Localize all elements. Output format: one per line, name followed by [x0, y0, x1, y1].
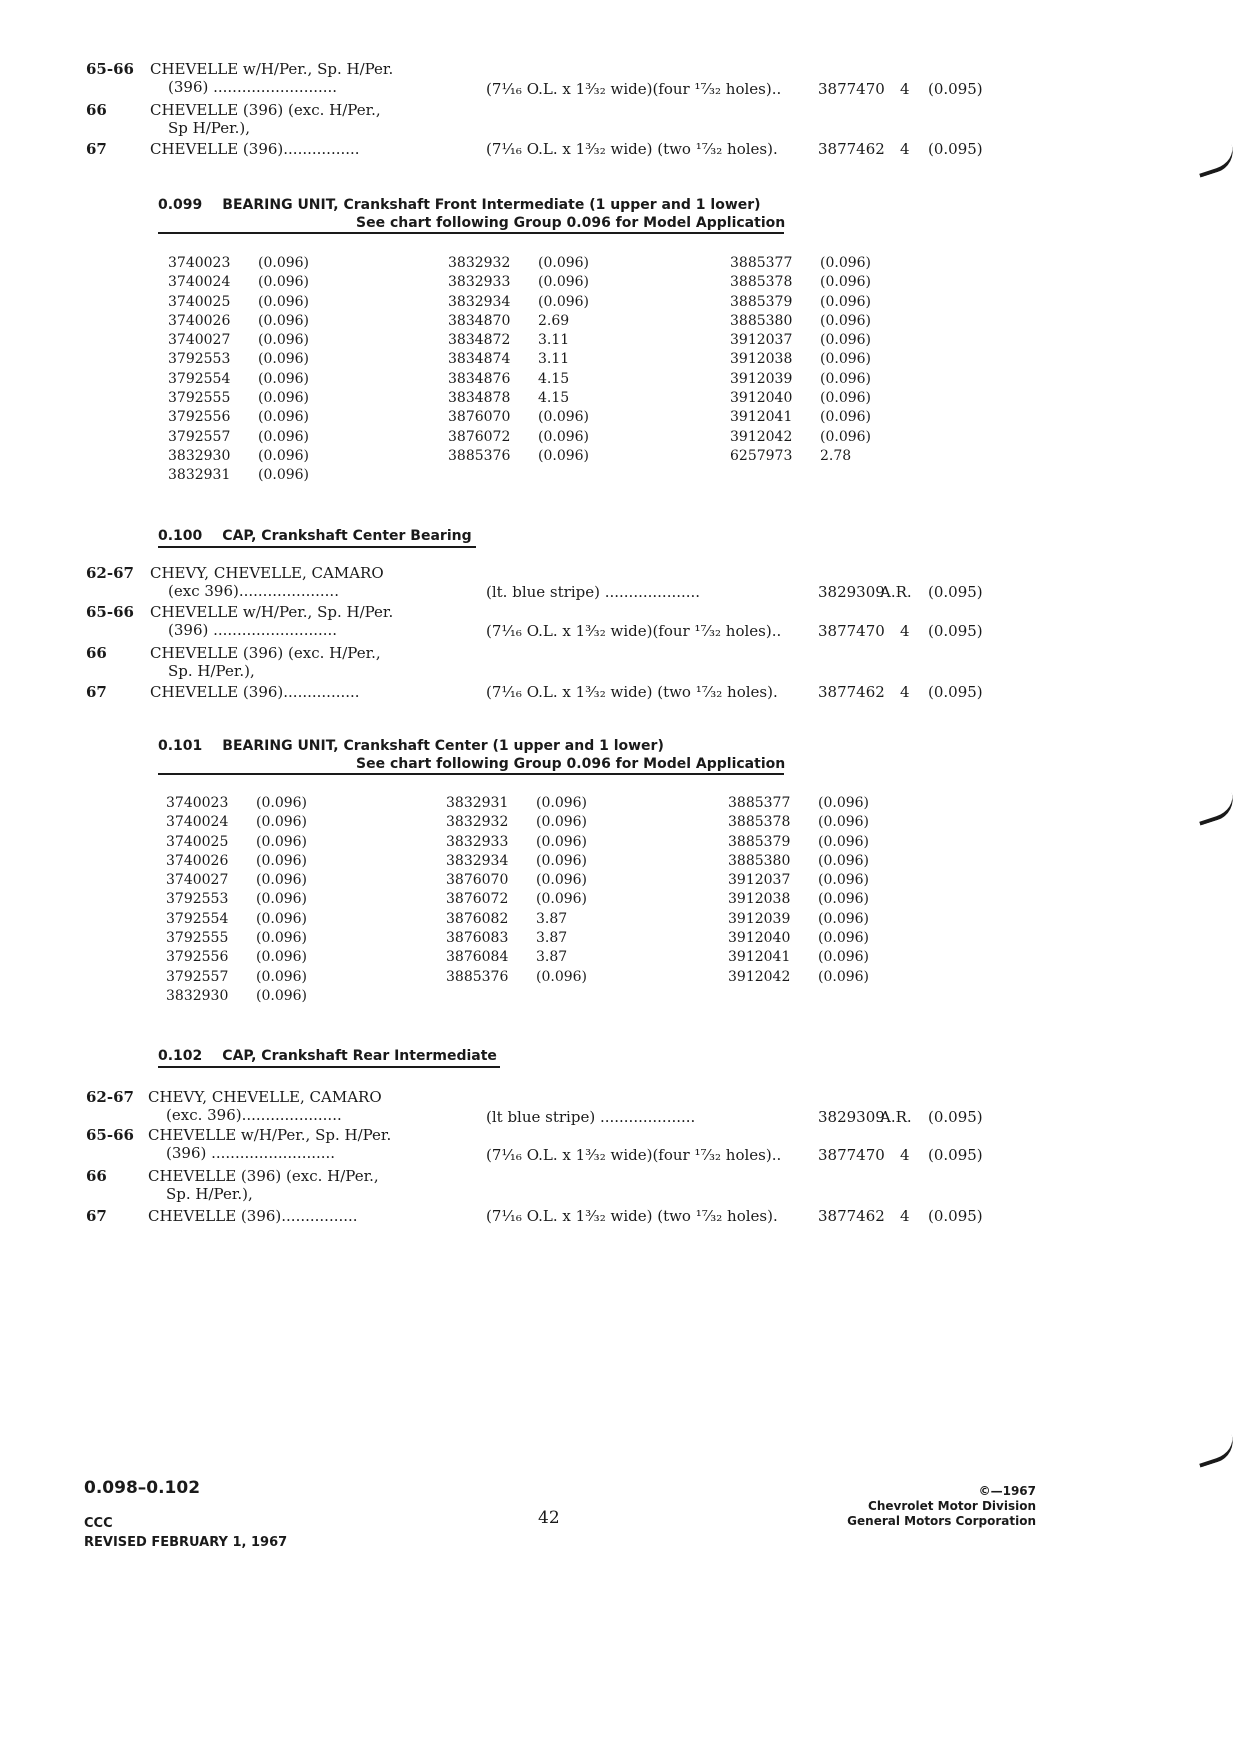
reference: (0.096) [818, 891, 870, 908]
reference: (0.096) [818, 795, 870, 811]
model-application: CHEVELLE (396) (exc. H/Per., Sp. H/Per.), [150, 644, 381, 680]
reference: (0.096) [258, 409, 310, 426]
reference: (0.096) [536, 814, 588, 831]
quantity: 4 [900, 1146, 910, 1164]
year-range: 65-66 [86, 603, 134, 621]
quantity: 4 [900, 80, 910, 98]
year-range: 62-67 [86, 1088, 134, 1106]
part-number: 3912041 [730, 409, 793, 426]
reference: (0.095) [928, 683, 983, 701]
year-range: 67 [86, 140, 107, 158]
part-number: 3832932 [448, 255, 511, 271]
reference: (0.096) [818, 814, 870, 831]
part-number: 3885378 [728, 814, 791, 831]
part-number: 3876072 [448, 428, 511, 445]
part-number: 3834872 [448, 332, 511, 349]
part-number: 3885377 [730, 255, 793, 271]
reference: (0.096) [818, 968, 870, 985]
footer-publisher [847, 1484, 1036, 1529]
part-number: 3834874 [448, 351, 511, 368]
part-number: 3792556 [168, 409, 231, 426]
part-number: 3912037 [728, 872, 791, 889]
year-range: 66 [86, 644, 107, 662]
part-number: 3876070 [448, 409, 511, 426]
reference: (0.096) [258, 370, 310, 387]
part-number: 3885379 [728, 833, 791, 850]
reference: (0.096) [536, 795, 588, 811]
part-number: 3876082 [446, 910, 509, 927]
reference: (0.096) [256, 891, 308, 908]
reference: (0.096) [536, 872, 588, 889]
reference: (0.096) [538, 274, 590, 291]
part-number: 3912039 [728, 910, 791, 927]
reference: (0.096) [818, 949, 870, 966]
reference: (0.096) [820, 255, 872, 271]
part-number: 3876072 [446, 891, 509, 908]
part-number: 3792554 [168, 370, 231, 387]
part-number: 3832932 [446, 814, 509, 831]
reference: (0.096) [258, 293, 310, 310]
part-number: 3832930 [168, 447, 231, 464]
reference: (0.096) [538, 447, 590, 464]
part-description: (lt. blue stripe) .................... [486, 583, 701, 601]
reference: (0.095) [928, 583, 983, 601]
reference: (0.096) [258, 332, 310, 349]
group-range: 0.098–0.102 [84, 1478, 201, 1498]
group-title: CAP, Crankshaft Center Bearing [222, 528, 472, 544]
part-number: 3829309 [818, 1108, 885, 1126]
part-number: 3740025 [168, 293, 231, 310]
chart-note: See chart following Group 0.096 for Model Application [356, 215, 786, 231]
reference: (0.095) [928, 80, 983, 98]
part-number: 3912037 [730, 332, 793, 349]
reference: (0.096) [820, 428, 872, 445]
part-number: 3834878 [448, 390, 511, 407]
catalog-code: CCC [84, 1516, 113, 1531]
reference: (0.096) [820, 390, 872, 407]
corporation-name: General Motors Corporation [847, 1514, 1036, 1528]
part-number: 3740027 [166, 872, 229, 889]
part-number: 3885380 [730, 312, 793, 329]
part-number: 3740026 [168, 312, 231, 329]
reference: (0.096) [538, 409, 590, 426]
binding-mark [1194, 144, 1239, 177]
part-number: 3885380 [728, 852, 791, 869]
reference: (0.096) [258, 255, 310, 271]
heading-rule [158, 232, 784, 234]
part-number: 3740024 [166, 814, 229, 831]
reference: (0.096) [258, 312, 310, 329]
reference: (0.095) [928, 140, 983, 158]
part-number: 3832933 [446, 833, 509, 850]
reference: (0.095) [928, 1207, 983, 1225]
part-number: 3792556 [166, 949, 229, 966]
part-number: 3877462 [818, 140, 885, 158]
reference: (0.096) [820, 274, 872, 291]
copyright: ©—1967 [978, 1484, 1036, 1498]
reference: (0.096) [820, 409, 872, 426]
chart-note: See chart following Group 0.096 for Model Application [356, 756, 786, 772]
model-application: CHEVY, CHEVELLE, CAMARO (exc 396)..................... [150, 564, 384, 600]
reference: (0.096) [818, 930, 870, 947]
part-number: 3912038 [728, 891, 791, 908]
part-description: (7⅟₁₆ O.L. x 1³⁄₃₂ wide) (two ¹⁷⁄₃₂ holes). [486, 140, 778, 158]
reference: (0.096) [256, 795, 308, 811]
section-heading [158, 737, 664, 755]
part-number: 3885378 [730, 274, 793, 291]
division-name: Chevrolet Motor Division [868, 1499, 1036, 1513]
quantity: 4 [900, 622, 910, 640]
part-number: 3877462 [818, 683, 885, 701]
heading-rule [158, 773, 784, 775]
reference: (0.096) [256, 852, 308, 869]
part-number: 3832933 [448, 274, 511, 291]
part-number: 3792553 [166, 891, 229, 908]
reference: (0.096) [818, 872, 870, 889]
part-number: 3792554 [166, 910, 229, 927]
model-application: CHEVELLE (396) (exc. H/Per., Sp. H/Per.), [148, 1167, 379, 1203]
reference: 2.78 [820, 447, 852, 464]
reference: 2.69 [538, 312, 570, 329]
group-number: 0.102 [158, 1048, 203, 1064]
part-number: 3877470 [818, 80, 885, 98]
reference: (0.096) [258, 351, 310, 368]
part-number: 3876084 [446, 949, 509, 966]
part-number: 3834876 [448, 370, 511, 387]
group-title: BEARING UNIT, Crankshaft Center (1 upper and 1 lower) [222, 738, 664, 754]
part-number: 3912042 [728, 968, 791, 985]
reference: 3.11 [538, 332, 570, 349]
reference: (0.096) [256, 987, 308, 1004]
binding-mark [1194, 1434, 1239, 1467]
heading-rule [158, 1066, 500, 1068]
year-range: 66 [86, 1167, 107, 1185]
part-number: 3792555 [166, 930, 229, 947]
part-number: 3792553 [168, 351, 231, 368]
group-number: 0.100 [158, 528, 203, 544]
reference: (0.096) [820, 332, 872, 349]
part-number: 3885376 [446, 968, 509, 985]
quantity: 4 [900, 683, 910, 701]
part-number: 3877470 [818, 622, 885, 640]
part-number: 3832934 [446, 852, 509, 869]
revision-date: REVISED FEBRUARY 1, 1967 [84, 1535, 288, 1550]
section-heading [158, 527, 472, 545]
section-heading [158, 1047, 497, 1065]
reference: 4.15 [538, 390, 570, 407]
reference: 3.87 [536, 949, 568, 966]
reference: (0.096) [256, 814, 308, 831]
quantity: 4 [900, 1207, 910, 1225]
reference: (0.096) [256, 968, 308, 985]
reference: (0.096) [258, 274, 310, 291]
reference: (0.096) [258, 447, 310, 464]
reference: (0.096) [820, 351, 872, 368]
reference: (0.096) [538, 255, 590, 271]
model-application: CHEVELLE (396)................ [148, 1207, 358, 1225]
model-application: CHEVELLE (396) (exc. H/Per., Sp H/Per.), [150, 101, 381, 137]
reference: (0.096) [818, 833, 870, 850]
reference: (0.096) [538, 293, 590, 310]
part-number: 3740026 [166, 852, 229, 869]
part-description: (7⅟₁₆ O.L. x 1³⁄₃₂ wide) (two ¹⁷⁄₃₂ holes). [486, 683, 778, 701]
part-number: 3912038 [730, 351, 793, 368]
reference: (0.095) [928, 622, 983, 640]
group-number: 0.099 [158, 197, 203, 213]
part-number: 3740024 [168, 274, 231, 291]
part-number: 3740023 [168, 255, 231, 271]
part-number: 3876070 [446, 872, 509, 889]
part-number: 3832931 [446, 795, 509, 811]
model-application: CHEVY, CHEVELLE, CAMARO (exc. 396)..................... [148, 1088, 382, 1124]
group-title: CAP, Crankshaft Rear Intermediate [222, 1048, 497, 1064]
heading-rule [158, 546, 476, 548]
model-application: CHEVELLE w/H/Per., Sp. H/Per. (396) .......................... [148, 1126, 392, 1162]
year-range: 67 [86, 1207, 107, 1225]
part-number: 3740027 [168, 332, 231, 349]
part-number: 3832931 [168, 467, 231, 484]
part-number: 3912041 [728, 949, 791, 966]
reference: (0.096) [820, 312, 872, 329]
part-description: (7⅟₁₆ O.L. x 1³⁄₃₂ wide)(four ¹⁷⁄₃₂ holes).. [486, 80, 782, 98]
part-description: (7⅟₁₆ O.L. x 1³⁄₃₂ wide) (two ¹⁷⁄₃₂ holes). [486, 1207, 778, 1225]
reference: (0.096) [258, 390, 310, 407]
part-number: 3912042 [730, 428, 793, 445]
group-title: BEARING UNIT, Crankshaft Front Intermediate (1 upper and 1 lower) [222, 197, 761, 213]
reference: (0.096) [256, 833, 308, 850]
part-number: 3832930 [166, 987, 229, 1004]
part-number: 3912039 [730, 370, 793, 387]
reference: (0.096) [536, 833, 588, 850]
reference: (0.096) [256, 949, 308, 966]
reference: 4.15 [538, 370, 570, 387]
reference: (0.096) [258, 428, 310, 445]
model-application: CHEVELLE (396)................ [150, 683, 360, 701]
part-number: 3829309 [818, 583, 885, 601]
year-range: 62-67 [86, 564, 134, 582]
part-number: 3834870 [448, 312, 511, 329]
part-number: 3832934 [448, 293, 511, 310]
reference: (0.096) [820, 293, 872, 310]
section-heading [158, 196, 761, 214]
group-number: 0.101 [158, 738, 203, 754]
part-number: 3792555 [168, 390, 231, 407]
part-number: 3885376 [448, 447, 511, 464]
reference: (0.096) [258, 467, 310, 484]
reference: (0.096) [536, 968, 588, 985]
model-application: CHEVELLE w/H/Per., Sp. H/Per. (396) .......................... [150, 603, 394, 639]
reference: (0.095) [928, 1146, 983, 1164]
footer-left [84, 1478, 287, 1550]
part-description: (7⅟₁₆ O.L. x 1³⁄₃₂ wide)(four ¹⁷⁄₃₂ holes).. [486, 622, 782, 640]
year-range: 66 [86, 101, 107, 119]
part-number: 3885377 [728, 795, 791, 811]
part-number: 3792557 [168, 428, 231, 445]
reference: (0.096) [538, 428, 590, 445]
page-number: 42 [538, 1508, 560, 1528]
part-number: 3740025 [166, 833, 229, 850]
reference: (0.095) [928, 1108, 983, 1126]
reference: (0.096) [256, 930, 308, 947]
part-number: 3876083 [446, 930, 509, 947]
model-application: CHEVELLE w/H/Per., Sp. H/Per. (396) .......................... [150, 60, 394, 96]
quantity: A.R. [880, 583, 912, 601]
reference: (0.096) [256, 910, 308, 927]
reference: (0.096) [536, 891, 588, 908]
part-description: (7⅟₁₆ O.L. x 1³⁄₃₂ wide)(four ¹⁷⁄₃₂ holes).. [486, 1146, 782, 1164]
part-number: 6257973 [730, 447, 793, 464]
year-range: 65-66 [86, 60, 134, 78]
reference: 3.87 [536, 910, 568, 927]
model-application: CHEVELLE (396)................ [150, 140, 360, 158]
part-number: 3877470 [818, 1146, 885, 1164]
part-description: (lt blue stripe) .................... [486, 1108, 696, 1126]
reference: (0.096) [818, 910, 870, 927]
reference: 3.87 [536, 930, 568, 947]
part-number: 3912040 [730, 390, 793, 407]
reference: (0.096) [818, 852, 870, 869]
reference: (0.096) [820, 370, 872, 387]
quantity: A.R. [880, 1108, 912, 1126]
part-number: 3877462 [818, 1207, 885, 1225]
reference: (0.096) [536, 852, 588, 869]
reference: 3.11 [538, 351, 570, 368]
part-number: 3885379 [730, 293, 793, 310]
reference: (0.096) [256, 872, 308, 889]
year-range: 65-66 [86, 1126, 134, 1144]
part-number: 3792557 [166, 968, 229, 985]
binding-mark [1194, 792, 1239, 825]
part-number: 3912040 [728, 930, 791, 947]
year-range: 67 [86, 683, 107, 701]
quantity: 4 [900, 140, 910, 158]
part-number: 3740023 [166, 795, 229, 811]
